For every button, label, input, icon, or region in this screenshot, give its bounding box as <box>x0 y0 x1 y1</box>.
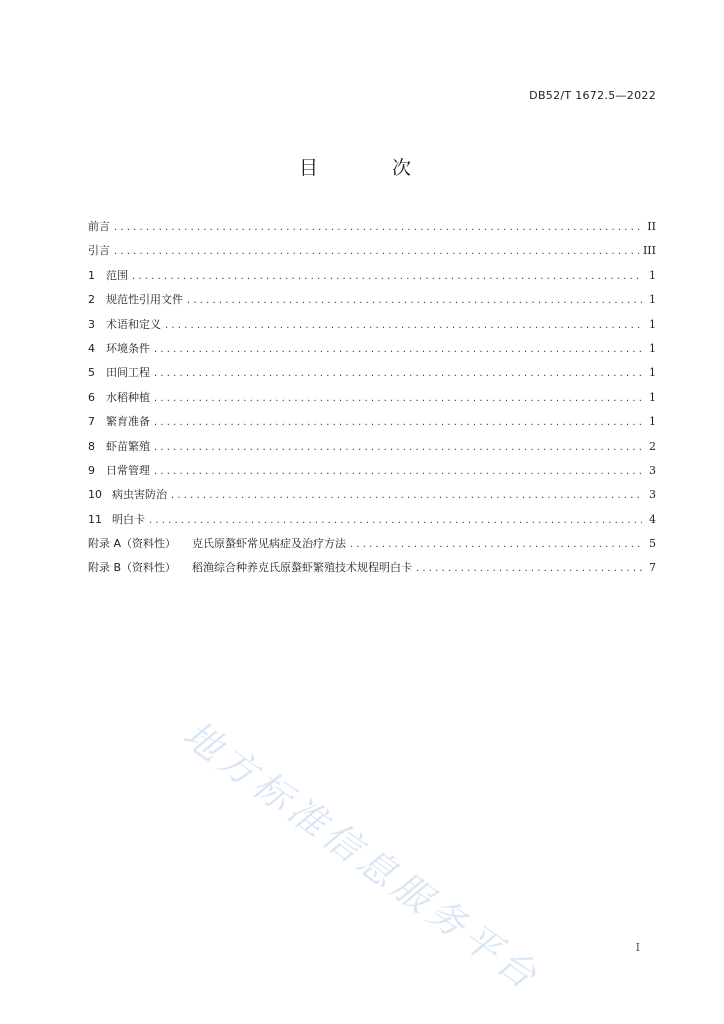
toc-entry-text: 范围 <box>106 268 128 282</box>
toc-entry-page: 3 <box>649 463 656 477</box>
toc-entry-9[interactable] <box>88 463 656 487</box>
toc-annex-label: 附录 A（资料性） <box>88 537 177 551</box>
toc-entry-number: 7 <box>88 415 95 429</box>
toc-entry-3[interactable] <box>88 317 656 341</box>
toc-leader-dots <box>154 342 642 358</box>
toc-entry-page: 1 <box>649 341 656 355</box>
toc-entry-annex-b[interactable] <box>88 560 656 584</box>
toc-entry-number: 10 <box>88 488 102 502</box>
toc-entry-page: 5 <box>649 537 656 551</box>
toc-annex-label: 附录 B（资料性） <box>88 561 177 575</box>
toc-entry-text: 日常管理 <box>106 463 150 477</box>
toc-entry-annex-a[interactable] <box>88 536 656 560</box>
toc-leader-dots <box>154 366 642 382</box>
toc-entry-page: 1 <box>649 366 656 380</box>
toc-entry-number: 11 <box>88 512 102 526</box>
toc-entry-text: 规范性引用文件 <box>106 293 183 307</box>
toc-entry-text: 病虫害防治 <box>112 488 167 502</box>
toc-entry-text: 环境条件 <box>106 341 150 355</box>
toc-entry-text: 稻渔综合种养克氏原螯虾繁殖技术规程明白卡 <box>192 561 413 575</box>
toc-leader-dots <box>154 464 642 480</box>
toc-leader-dots <box>154 440 642 456</box>
toc-leader-dots <box>154 391 642 407</box>
toc-entry-text: 水稻种植 <box>106 390 150 404</box>
toc-entry-number: 9 <box>88 463 95 477</box>
toc-entry-7[interactable] <box>88 414 656 438</box>
toc-entry-6[interactable] <box>88 390 656 414</box>
toc-entry-number: 5 <box>88 366 95 380</box>
toc-entry-text: 克氏原螯虾常见病症及治疗方法 <box>192 537 347 551</box>
toc-entry-text: 田间工程 <box>106 366 150 380</box>
toc-entry-11[interactable] <box>88 512 656 536</box>
toc-entry-text: 术语和定义 <box>106 317 161 331</box>
toc-entry-2[interactable] <box>88 292 656 316</box>
toc-leader-dots <box>350 537 642 553</box>
toc-entry-page: 1 <box>649 268 656 282</box>
toc-entry-number: 3 <box>88 317 95 331</box>
toc-entry-1[interactable] <box>88 268 656 292</box>
document-code: DB52/T 1672.5—2022 <box>529 89 656 102</box>
toc-entry-4[interactable] <box>88 341 656 365</box>
toc-entry-text: 引言 <box>88 244 110 258</box>
table-of-contents <box>88 219 656 585</box>
toc-entry-page: II <box>647 220 656 233</box>
toc-leader-dots <box>187 293 642 309</box>
page-title: 目 次 <box>298 157 446 179</box>
toc-entry-page: 3 <box>649 488 656 502</box>
toc-leader-dots <box>114 220 642 236</box>
toc-entry-text: 虾苗繁殖 <box>106 439 150 453</box>
watermark: 地方标准信息服务平台 <box>175 712 549 1000</box>
toc-leader-dots <box>132 269 642 285</box>
toc-entry-page: III <box>642 244 656 258</box>
page-number: I <box>635 941 640 954</box>
toc-leader-dots <box>416 561 642 577</box>
toc-entry-number: 8 <box>88 439 95 453</box>
toc-entry-number: 1 <box>88 268 95 282</box>
toc-entry-text: 前言 <box>88 220 110 233</box>
toc-entry-5[interactable] <box>88 365 656 389</box>
toc-entry-8[interactable] <box>88 439 656 463</box>
toc-entry-page: 2 <box>649 439 656 453</box>
toc-entry-foreword[interactable] <box>88 219 656 243</box>
toc-leader-dots <box>165 318 642 334</box>
toc-entry-page: 4 <box>649 512 656 526</box>
toc-entry-number: 4 <box>88 341 95 355</box>
toc-entry-page: 7 <box>649 561 656 575</box>
toc-entry-10[interactable] <box>88 487 656 511</box>
toc-entry-page: 1 <box>649 415 656 429</box>
toc-entry-text: 明白卡 <box>112 512 145 526</box>
toc-leader-dots <box>171 488 642 504</box>
toc-entry-page: 1 <box>649 390 656 404</box>
toc-entry-page: 1 <box>649 293 656 307</box>
toc-leader-dots <box>114 244 639 260</box>
toc-leader-dots <box>149 513 642 529</box>
toc-entry-number: 2 <box>88 293 95 307</box>
toc-entry-page: 1 <box>649 317 656 331</box>
toc-leader-dots <box>154 415 642 431</box>
toc-entry-text: 繁育准备 <box>106 415 150 429</box>
toc-entry-introduction[interactable] <box>88 243 656 267</box>
toc-entry-number: 6 <box>88 390 95 404</box>
